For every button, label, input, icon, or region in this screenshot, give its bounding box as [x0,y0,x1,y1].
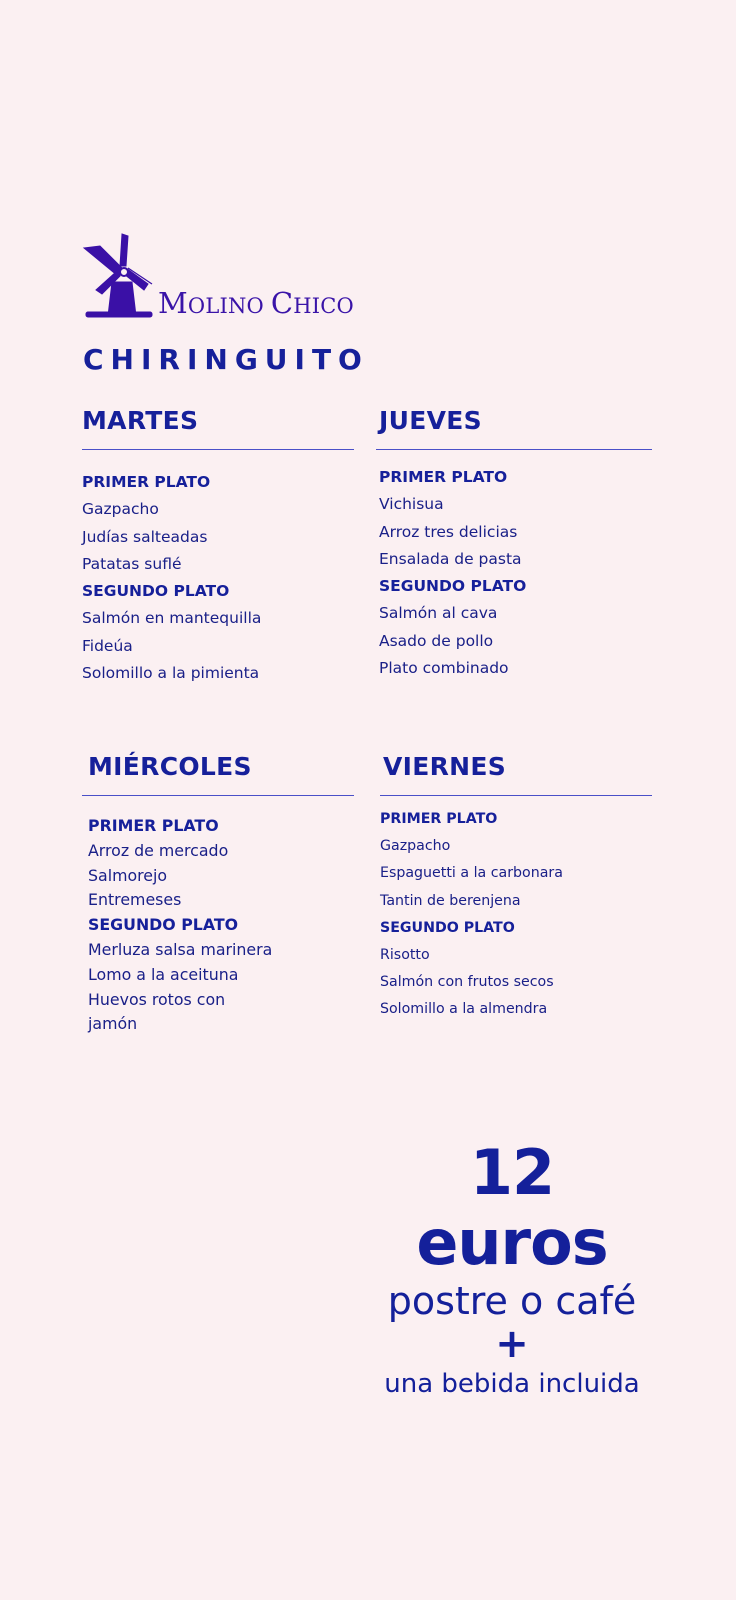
divider [82,795,354,796]
menu-item: Vichisua [379,495,444,514]
menu-list [82,469,354,687]
menu-item: Patatas suflé [82,554,182,573]
day-name: JUEVES [379,406,482,435]
menu-item: Judías salteadas [82,527,208,546]
menu-item: Lomo a la aceituna [88,964,239,984]
day-martes [82,404,354,687]
menu-item: Salmorejo [88,865,168,885]
price-amount: 12 euros [416,1136,608,1279]
day-viernes [380,750,653,1024]
menu-item: Huevos rotos con [88,989,226,1009]
menu-list [379,464,655,682]
divider [380,795,652,796]
menu-item: Salmón con frutos secos [380,974,554,991]
menu-item: Arroz de mercado [88,840,229,860]
menu-item: Salmón en mantequilla [82,609,262,628]
menu-item: Asado de pollo [379,631,494,650]
course-heading: PRIMER PLATO [380,811,498,827]
menu-item: Fideúa [82,636,133,655]
course-heading: SEGUNDO PLATO [380,919,515,936]
divider [376,449,652,450]
day-name: VIERNES [383,752,507,781]
menu-item: Merluza salsa marinera [88,939,273,959]
day-miercoles [88,750,354,1037]
menu-item: Solomillo a la almendra [380,1001,548,1018]
menu-item: Gazpacho [380,838,451,855]
menu-item: Arroz tres delicias [379,522,518,541]
menu-item: jamón [88,1014,138,1034]
course-heading: PRIMER PLATO [82,473,211,491]
divider [82,449,354,450]
menu-item: Risotto [380,947,430,964]
menu-item: Plato combinado [379,659,509,678]
menu-item: Entremeses [88,890,182,910]
price-dessert: postre o café [387,1279,637,1323]
menu-item: Salmón al cava [379,604,498,623]
course-heading: SEGUNDO PLATO [82,582,230,601]
day-name: MARTES [82,406,199,435]
menu-item: Tantin de berenjena [380,892,521,909]
windmill-icon [82,232,156,324]
course-heading: SEGUNDO PLATO [379,577,527,596]
course-heading: PRIMER PLATO [88,816,219,835]
course-heading: SEGUNDO PLATO [88,915,239,935]
menu-item: Espaguetti a la carbonara [380,865,563,882]
price-drink: una bebida incluida [384,1369,640,1399]
brand-logo [82,232,362,324]
plus-sign: + [495,1321,529,1367]
brand-name: MOLINO CHICO [158,286,354,320]
menu-item: Solomillo a la pimienta [82,664,260,683]
day-name: MIÉRCOLES [88,752,252,781]
menu-list [380,806,653,1024]
price-block [372,1138,652,1404]
page-title: CHIRINGUITO [83,343,369,376]
course-heading: PRIMER PLATO [379,468,508,486]
day-jueves [379,404,655,682]
menu-item: Gazpacho [82,500,159,519]
menu-item: Ensalada de pasta [379,549,522,568]
menu-list [88,814,354,1037]
